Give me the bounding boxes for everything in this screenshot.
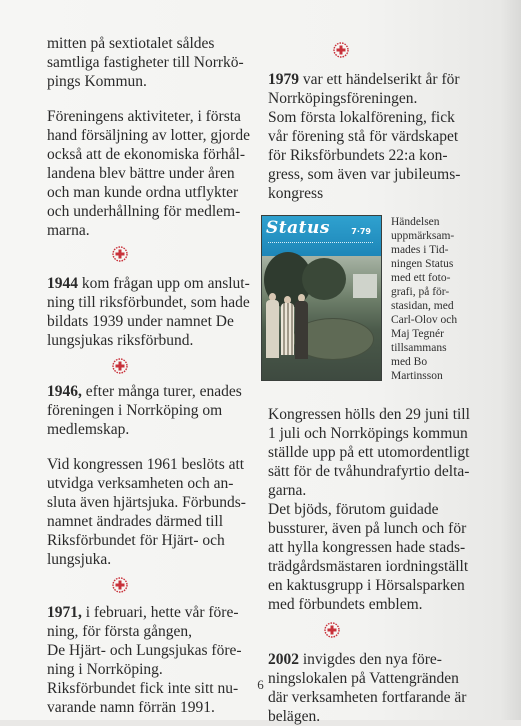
- year-1979: 1979: [268, 71, 299, 88]
- magazine-issue: 7·79: [351, 227, 371, 236]
- paragraph-kongressen-1961: Vid kongressen 1961 beslöts att utvidga verksamheten och an- sluta även hjärtsjuka. Förbunds- namnet ändrades därmed till Riksförbundet för Hjärt- och lungsjuka.: [47, 456, 246, 568]
- paragraph-2002: 2002 invigdes den nya före- ningslokalen på Vattengränden där verksamheten fortfarande är belägen.: [268, 651, 467, 725]
- magazine-title: Status: [266, 218, 330, 238]
- paragraph-kongressen-1979: Kongressen hölls den 29 juni till 1 juli och Norrköpings kommun ställde upp på ett utomordentligt sätt för de tvåhundrafyrtio delta- garna. Det bjöds, förutom guidade bussturer, även på lunch och för att hylla kongressen hade stads- trädgårdsmästaren iordningställt en kaktusgrupp i Hörsalsparken med förbundets emblem.: [268, 406, 470, 613]
- photo-caption: Händelsen uppmärksam- mades i Tid- ningen Status med ett foto- grafi, på för- stasidan, med Carl-Olov och Maj Tegnér tillsammans med Bo Martinsson: [391, 216, 458, 382]
- year-1971: 1971,: [47, 604, 82, 621]
- paragraph-1944: 1944 kom frågan upp om anslut- ning till riksförbundet, som hade bildats 1939 under namnet De lungsjukas riksförbund.: [47, 275, 250, 349]
- status-magazine-figure: [268, 215, 476, 391]
- garden-scene: [262, 256, 381, 380]
- red-cross-emblem-icon: [112, 577, 128, 593]
- right-column: [268, 70, 476, 726]
- paragraph-1971: 1971, i februari, hette vår före- ning, för första gången, De Hjärt- och Lungsjukas före- ning i Norrköping. Riksförbundet fick inte sitt nu- varande namn förrän 1991.: [47, 604, 242, 716]
- page-number: 6: [257, 677, 264, 692]
- status-magazine-cover-photo: [261, 215, 382, 381]
- paragraph-1946: 1946, efter många turer, enades föreningen i Norrköping om medlemskap.: [47, 383, 242, 438]
- paragraph-aktiviteter: Föreningens aktiviteter, i första hand försäljning av lotter, gjorde också att de ekonomiska förhål- landena blev bättre under åren och man kunde ordna utflykter och underhållning för medlem- marna.: [47, 108, 250, 239]
- left-column: [47, 34, 252, 717]
- magazine-masthead: [262, 216, 381, 256]
- year-1946: 1946,: [47, 383, 82, 400]
- red-cross-emblem-icon: [324, 622, 340, 638]
- year-2002: 2002: [268, 651, 299, 668]
- red-cross-emblem-icon: [112, 246, 128, 262]
- year-1944: 1944: [47, 275, 78, 292]
- red-cross-emblem-icon: [112, 358, 128, 374]
- paragraph-1979: 1979 var ett händelserikt år för Norrköpingsföreningen. Som första lokalförening, fick vår förening stå för värdskapet för Riksförbundets 22:a kon- gress, som även var jubileums- kongress: [268, 71, 461, 202]
- paragraph-fastigheter: mitten på sextiotalet såldes samtliga fastigheter till Norrkö- pings Kommun.: [47, 35, 244, 90]
- red-cross-emblem-icon: [333, 42, 349, 58]
